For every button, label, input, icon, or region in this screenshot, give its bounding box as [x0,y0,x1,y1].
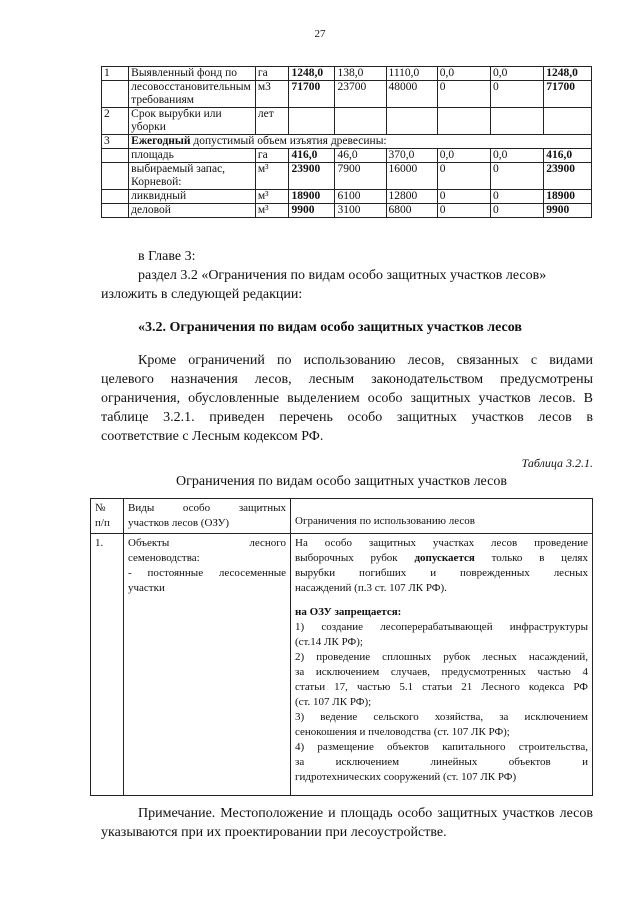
forbidden-heading: на ОЗУ запрещается: [295,606,402,618]
paragraph-line: ограничения, обусловленные выделением особо защитных участков лесов. В [101,391,593,406]
note-line: Примечание. Местоположение и площадь особо защитных участков лесов [138,806,593,821]
table-cell: 0 [490,204,543,218]
table-cell: 0 [437,81,490,108]
table-title: Ограничения по видам особо защитных участков лесов [176,474,507,489]
forbidden-item: за исключением случаев, предусмотренных частью 4 [295,666,588,678]
row-restrictions-cell [291,534,593,796]
section-line-2: изложить в следующей редакции: [101,287,303,302]
table-cell: 71700 [289,81,335,108]
header-text: Виды особо защитных [128,502,286,514]
table-row [91,534,593,796]
table-cell: 1248,0 [289,67,335,81]
table-cell [102,149,129,163]
table-cell: 3 [102,135,129,149]
restriction-text: выборочных рубок [295,552,415,564]
table-cell: лет [255,108,289,135]
table-cell: 18900 [289,190,335,204]
table-cell: 46,0 [335,149,386,163]
table-cell: ликвидный [129,190,256,204]
table-cell: 23700 [335,81,386,108]
restriction-line: насаждений (п.3 ст. 107 ЛК РФ). [295,582,447,594]
forbidden-item: гидротехнических сооружений (ст. 107 ЛК РФ) [295,771,517,783]
table-cell [289,108,335,135]
forbidden-item: 3) ведение сельского хозяйства, за исключением [295,711,588,723]
table-cell: 370,0 [386,149,437,163]
table-cell [102,81,129,108]
table-cell: 0 [490,190,543,204]
table-cell: 9900 [289,204,335,218]
bold-word: Ежегодный [131,135,191,147]
table-cell: 0,0 [490,67,543,81]
table-cell: 23900 [289,163,335,190]
table-row [102,149,592,163]
table-cell: 1248,0 [544,67,592,81]
forbidden-item: 1) создание лесоперерабатывающей инфраструктуры [295,621,588,633]
table-cell: 0 [490,163,543,190]
table-row [102,163,592,190]
table-cell: 0 [437,190,490,204]
table-cell: Выявленный фонд по [129,67,256,81]
restriction-line: На особо защитных участках лесов проведение [295,537,588,549]
table-label: Таблица 3.2.1. [521,456,593,470]
table-cell: 0,0 [490,149,543,163]
header-text: участков лесов (ОЗУ) [128,517,230,529]
paragraph-line: Кроме ограничений по использованию лесов, связанных с видами [138,353,593,368]
note [101,804,593,842]
table-cell: 18900 [544,190,592,204]
row-type-cell [124,534,291,796]
table-cell: 0 [490,81,543,108]
table-cell: 48000 [386,81,437,108]
restriction-line [295,551,588,566]
forbidden-item: 2) проведение сплошных рубок лесных насаждений, [295,651,588,663]
page-number: 27 [314,28,326,40]
table-row [102,135,592,149]
table-cell: 1 [102,67,129,81]
table-cell [437,108,490,135]
table-cell: 1110,0 [386,67,437,81]
table-cell: м3 [255,81,289,108]
table-cell: 9900 [544,204,592,218]
table-cell: выбираемый запас, Корневой: [129,163,256,190]
table-cell: га [255,67,289,81]
header-cell-types [124,499,291,534]
header-cell-number [91,499,124,534]
table-cell [102,190,129,204]
forbidden-item: (ст.14 ЛК РФ); [295,636,363,648]
type-line: участки [128,582,165,594]
paragraph-line: таблице 3.2.1. приведен перечень особо защитных участков лесов в [101,410,593,425]
table-cell [386,108,437,135]
table-header-row [91,499,593,534]
table-cell [102,204,129,218]
table-cell [544,108,592,135]
table-cell: м³ [255,163,289,190]
table-cell: Срок вырубки или уборки [129,108,256,135]
row-number: 1. [91,534,124,796]
table-cell: 0,0 [437,67,490,81]
row-text: допустимый объем изъятия древесины: [190,135,387,147]
table-row [102,204,592,218]
table-row [102,67,592,81]
table-cell: 0 [437,204,490,218]
type-line: семеноводства: [128,552,200,564]
table-cell [335,108,386,135]
forbidden-item: сенокошения и пчеловодства (ст. 107 ЛК РФ); [295,726,510,738]
forbidden-item: (ст. 107 ЛК РФ); [295,696,372,708]
restriction-text: только в целях [474,552,588,564]
table-cell: 0 [437,163,490,190]
table-row [102,108,592,135]
table-cell: 3100 [335,204,386,218]
table-cell: лесовосстановительным требованиям [129,81,256,108]
body-paragraph [101,351,593,446]
restrictions-table [90,498,593,796]
table-cell: 6800 [386,204,437,218]
chapter-line: в Главе 3: [138,249,196,264]
table-cell: га [255,149,289,163]
header-cell-restrictions: Ограничения по использованию лесов [291,499,593,534]
table-cell: 23900 [544,163,592,190]
table-row [102,190,592,204]
table-cell: 416,0 [289,149,335,163]
allowed-word: допускается [414,552,475,564]
table-cell: 2 [102,108,129,135]
type-line: - постоянные лесосеменные [128,567,286,579]
forbidden-item: 4) размещение объектов капитального строительства, [295,741,588,753]
type-line: Объекты лесного [128,537,286,549]
table-cell: 0,0 [437,149,490,163]
table-cell: деловой [129,204,256,218]
table-cell: площадь [129,149,256,163]
table-cell [490,108,543,135]
table-cell: 138,0 [335,67,386,81]
paragraph-line: соответствие с Лесным кодексом РФ. [101,429,324,444]
table-cell: 12800 [386,190,437,204]
table-cell: 16000 [386,163,437,190]
section-heading: «3.2. Ограничения по видам особо защитных участков лесов [138,320,522,335]
table-cell: 71700 [544,81,592,108]
note-line: указываются при их проектировании при лесоустройстве. [101,825,447,840]
table-cell: 6100 [335,190,386,204]
paragraph-line: целевого назначения лесов, лесным законодательством предусмотрены [101,372,593,387]
header-text: № [95,502,106,514]
section-line-1: раздел 3.2 «Ограничения по видам особо защитных участков лесов» [138,268,547,283]
table-row [102,81,592,108]
table-cell: 7900 [335,163,386,190]
table-cell [102,163,129,190]
restriction-line: вырубки погибших и поврежденных лесных [295,567,588,579]
table-cell: 416,0 [544,149,592,163]
forest-fund-table [101,66,592,218]
header-text: п/п [95,517,110,529]
table-cell: м³ [255,204,289,218]
forbidden-item: статьи 17, частью 5.1 статьи 21 Лесного кодекса РФ [295,681,588,693]
forbidden-item: за исключением линейных объектов и [295,756,588,768]
table-cell: м³ [255,190,289,204]
table-cell [129,135,592,149]
